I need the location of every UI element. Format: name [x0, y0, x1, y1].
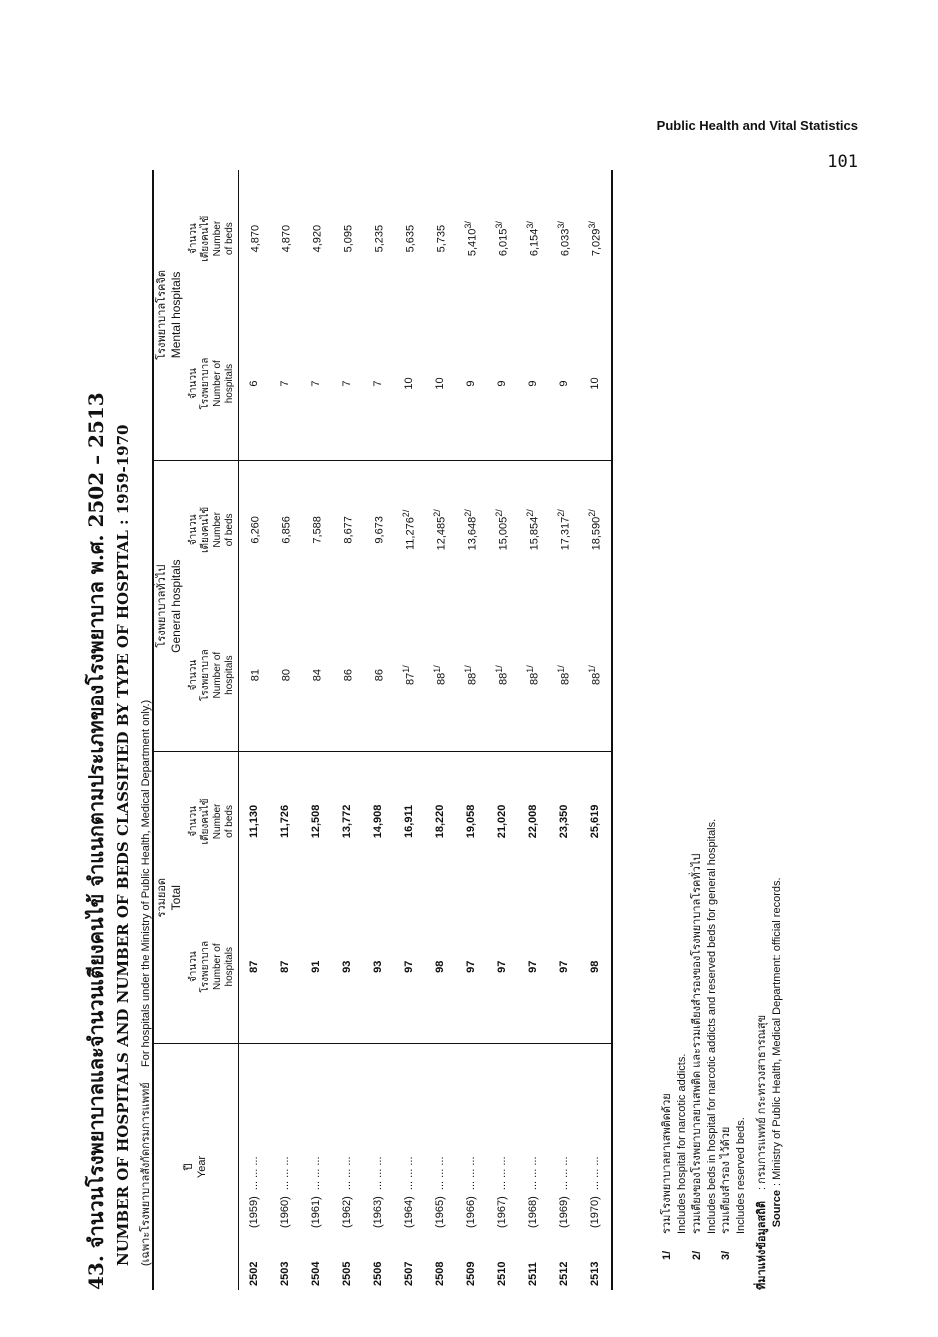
group-total-english: Total [169, 885, 184, 911]
col-label: Number of [211, 360, 223, 407]
col-label: hospitals [223, 946, 235, 987]
col-label: hospitals [223, 363, 235, 404]
source-text-english-value: Ministry of Public Health, Medical Department: official records. [770, 877, 783, 1180]
mental-hospitals-cell: 6 [238, 307, 270, 460]
footnote-1-english: Includes hospital for narcotic addicts. [675, 1053, 688, 1234]
rotated-table-block [80, 170, 870, 1290]
col-general-beds [186, 460, 239, 598]
footnote-ref: 2/ [525, 509, 536, 517]
col-label: Number [211, 803, 223, 840]
year-cell [394, 1044, 425, 1233]
table-title-english: NUMBER OF HOSPITALS AND NUMBER OF BEDS CLASSIFIED BY TYPE OF HOSPITAL : 1959-1970 [114, 424, 132, 1266]
year-value: (1961) [310, 1196, 323, 1228]
table-row [580, 170, 612, 1290]
total-hospitals-cell: 93 [363, 890, 394, 1043]
general-beds-cell [332, 460, 363, 598]
be-year-cell: 2511 [527, 1262, 540, 1286]
group-header-general [153, 460, 186, 752]
mental-hospitals-cell: 9 [456, 307, 487, 460]
table-row [487, 170, 518, 1290]
mental-hospitals-cell: 7 [332, 307, 363, 460]
general-hospitals-cell [518, 599, 549, 752]
col-label: จำนวน [187, 951, 199, 983]
mental-beds-cell [456, 170, 487, 307]
general-hospitals-cell [425, 599, 456, 752]
total-beds-cell: 21,020 [496, 804, 509, 839]
footnote-3-english: Includes reserved beds. [735, 1117, 748, 1234]
mental-beds-cell [332, 170, 363, 307]
total-beds-cell: 11,726 [279, 804, 292, 838]
col-label: โรงพยาบาล [199, 940, 211, 993]
cell-value: 88 [497, 672, 510, 686]
source-thai [755, 180, 770, 1290]
footnote-ref: 1/ [587, 665, 598, 673]
source-text-thai: : กรมการแพทย์ กระทรวงสาธารณสุข [756, 1014, 769, 1190]
footnote-ref: 2/ [494, 509, 505, 517]
col-label: จำนวน [187, 514, 199, 546]
cell-value: 86 [373, 669, 386, 682]
year-value: (1968) [527, 1196, 540, 1228]
year-cell [270, 1044, 301, 1233]
source-text-english: : Ministry of Public Health, Medical Department: official records. [770, 877, 783, 1186]
col-label: เตียงคนไข้ [199, 215, 211, 262]
year-cell [301, 1044, 332, 1233]
cell-value: 88 [466, 672, 479, 686]
general-beds-cell [456, 460, 487, 598]
general-beds-cell [394, 460, 425, 598]
total-hospitals-cell: 93 [332, 890, 363, 1043]
year-cell [238, 1044, 270, 1233]
footnote-2-english: Includes beds in hospital for narcotic addicts and reserved beds for general hospitals. [705, 818, 718, 1234]
total-hospitals-cell: 97 [394, 890, 425, 1043]
cell-value: 88 [528, 672, 541, 686]
general-beds-cell [549, 460, 580, 598]
mental-beds-cell [363, 170, 394, 307]
col-label: โรงพยาบาล [199, 649, 211, 702]
cell-value: 6,856 [280, 516, 293, 544]
mental-beds-cell [238, 170, 270, 307]
year-cell [518, 1044, 549, 1233]
total-hospitals-cell: 98 [425, 890, 456, 1043]
cell-value: 6,033 [559, 228, 572, 257]
footnote-ref: 2/ [587, 509, 598, 517]
mental-beds-cell [518, 170, 549, 307]
cell-value: 11,276 [404, 517, 417, 551]
cell-value: 5,410 [466, 228, 479, 257]
cell-value: 6,015 [497, 228, 510, 257]
cell-value: 81 [249, 669, 262, 682]
footnote-text-thai: รวมเตียงสำรอง ไว้ด้วย [720, 1126, 733, 1234]
total-hospitals-cell: 97 [549, 890, 580, 1043]
cell-value: 4,870 [280, 224, 293, 253]
group-mental-english: Mental hospitals [169, 271, 184, 359]
year-header [153, 1044, 238, 1291]
source-label-english: Source [770, 1190, 783, 1228]
source-english [770, 180, 785, 1290]
be-year-cell: 2503 [279, 1261, 292, 1286]
total-beds-cell: 23,350 [558, 804, 571, 839]
col-label: จำนวน [187, 806, 199, 837]
year-value: (1964) [403, 1196, 416, 1228]
cell-value: 6,154 [528, 228, 541, 257]
general-hospitals-cell [487, 599, 518, 752]
cell-value: 88 [435, 672, 448, 686]
general-hospitals-cell [301, 599, 332, 752]
general-beds-cell [301, 460, 332, 598]
year-value: (1966) [465, 1196, 478, 1228]
footnote-ref: 1/ [401, 665, 412, 673]
cell-value: 13,648 [466, 516, 479, 551]
footnote-ref: 2/ [463, 509, 474, 517]
footnote-text-thai: รวมโรงพยาบาลยาเสพติดด้วย [661, 1093, 673, 1234]
cell-value: 4,870 [249, 224, 262, 253]
general-beds-cell [270, 460, 301, 598]
footnote-ref: 3/ [525, 221, 536, 229]
total-hospitals-cell: 97 [456, 890, 487, 1043]
cell-value: 84 [311, 669, 324, 682]
cell-value: 18,590 [590, 516, 603, 551]
general-hospitals-cell [549, 599, 580, 752]
cell-value: 9,673 [373, 516, 386, 544]
total-beds-cell: 19,058 [465, 804, 478, 839]
leader-dots: ... ... ... [527, 1156, 540, 1191]
col-total-beds [186, 752, 239, 890]
total-beds-cell: 12,508 [310, 804, 323, 839]
footnote-mark: 2/ [690, 1250, 703, 1260]
footnote-ref: 2/ [432, 509, 443, 517]
leader-dots: ... ... ... [372, 1156, 385, 1191]
general-beds-cell [238, 460, 270, 598]
mental-hospitals-cell: 10 [580, 307, 612, 460]
total-hospitals-cell: 91 [301, 890, 332, 1043]
col-label: Number [211, 220, 223, 257]
table-row [363, 170, 394, 1290]
mental-hospitals-cell: 10 [394, 307, 425, 460]
mental-beds-cell [549, 170, 580, 307]
col-label: Number of [211, 651, 223, 699]
mental-beds-cell [301, 170, 332, 307]
footnote-ref: 1/ [463, 665, 474, 673]
mental-hospitals-cell: 9 [487, 307, 518, 460]
total-hospitals-cell: 87 [238, 890, 270, 1043]
footnote-text-thai: รวมเตียงของโรงพยาบาลยาเสพติด และรวมเตียงสำรองของโรงพยาบาลโรคทั่วไป [690, 853, 703, 1234]
be-year-cell: 2510 [496, 1261, 509, 1286]
footnote-ref: 3/ [587, 221, 598, 229]
leader-dots: ... ... ... [589, 1156, 602, 1191]
year-cell [580, 1044, 612, 1233]
cell-value: 80 [280, 669, 293, 682]
footnote-ref: 3/ [494, 221, 505, 229]
footnote-3-thai [719, 180, 734, 1260]
cell-value: 5,635 [404, 224, 417, 253]
col-label: Number of [211, 943, 223, 991]
cell-value: 7,029 [590, 228, 603, 257]
table-row [301, 170, 332, 1290]
general-beds-cell [487, 460, 518, 598]
mental-hospitals-cell: 7 [363, 307, 394, 460]
col-label: โรงพยาบาล [199, 357, 211, 410]
mental-hospitals-cell: 9 [518, 307, 549, 460]
group-header-mental [153, 170, 186, 460]
total-hospitals-cell: 97 [487, 890, 518, 1043]
table-row [425, 170, 456, 1290]
footnote-ref: 1/ [494, 665, 505, 673]
leader-dots: ... ... ... [558, 1156, 571, 1191]
cell-value: 7,588 [311, 516, 324, 544]
col-label: จำนวน [187, 659, 199, 691]
leader-dots: ... ... ... [434, 1156, 447, 1191]
be-year-cell: 2502 [248, 1261, 261, 1286]
col-label: of beds [223, 513, 235, 547]
page-number: 101 [827, 152, 858, 172]
be-year-cell: 2507 [403, 1261, 416, 1286]
table-row [394, 170, 425, 1290]
col-label: of beds [223, 222, 235, 256]
year-value: (1963) [372, 1196, 385, 1228]
col-label: of beds [223, 805, 235, 838]
leader-dots: ... ... ... [279, 1156, 292, 1191]
table-row [332, 170, 363, 1290]
cell-value: 15,854 [528, 516, 541, 551]
cell-value: 15,005 [497, 516, 510, 551]
subtitle-english: For hospitals under the Ministry of Public Health, Medical Department only.) [140, 699, 152, 1068]
total-beds-cell: 22,008 [527, 804, 540, 839]
general-hospitals-cell [580, 599, 612, 752]
total-beds-cell: 25,619 [580, 752, 612, 890]
year-cell [549, 1044, 580, 1233]
year-value: (1962) [341, 1196, 354, 1228]
be-year-cell: 2509 [465, 1261, 478, 1286]
footnote-ref: 3/ [463, 221, 474, 229]
year-header-thai: ปี [182, 1163, 195, 1171]
be-year-cell: 2505 [341, 1261, 354, 1286]
cell-value: 87 [404, 672, 417, 686]
footnotes [660, 180, 785, 1290]
footnote-ref: 2/ [556, 509, 567, 517]
group-header-total [153, 752, 186, 1044]
total-hospitals-cell: 97 [518, 890, 549, 1043]
mental-beds-cell [394, 170, 425, 307]
footnote-ref: 2/ [401, 509, 412, 518]
footnote-1-thai [660, 180, 675, 1260]
total-beds-cell: 14,908 [372, 804, 385, 839]
leader-dots: ... ... ... [341, 1156, 354, 1191]
be-year-cell: 2512 [558, 1261, 571, 1286]
year-value: (1965) [434, 1196, 447, 1228]
general-hospitals-cell [363, 599, 394, 752]
general-beds-cell [425, 460, 456, 598]
be-year-cell: 2506 [372, 1261, 385, 1286]
table-row [456, 170, 487, 1290]
group-mental-thai: โรงพยาบาลโรคจิต [156, 270, 168, 360]
cell-value: 88 [590, 672, 603, 686]
col-label: จำนวน [187, 368, 199, 399]
footnote-ref: 1/ [432, 665, 443, 673]
year-cell [487, 1044, 518, 1233]
cell-value: 5,095 [342, 224, 355, 253]
table-row [549, 170, 580, 1290]
col-general-hospitals [186, 599, 239, 752]
header-row-groups [153, 170, 186, 1290]
leader-dots: ... ... ... [248, 1156, 261, 1191]
cell-value: 8,677 [342, 516, 355, 544]
subtitle-thai: (เฉพาะโรงพยาบาลสังกัดกรมการแพทย์ [140, 1082, 152, 1266]
year-cell [363, 1044, 394, 1233]
general-beds-cell [518, 460, 549, 598]
mental-hospitals-cell: 9 [549, 307, 580, 460]
mental-beds-cell [270, 170, 301, 307]
total-beds-cell: 16,911 [403, 804, 416, 838]
cell-value: 12,485 [435, 516, 448, 551]
year-cell [425, 1044, 456, 1233]
cell-value: 17,317 [559, 516, 572, 551]
general-hospitals-cell [456, 599, 487, 752]
be-year-cell: 2508 [434, 1261, 447, 1286]
col-label: เตียงคนไข้ [199, 798, 211, 845]
source-text-thai-value: กรมการแพทย์ กระทรวงสาธารณสุข [756, 1014, 769, 1184]
mental-beds-cell [487, 170, 518, 307]
general-hospitals-cell [238, 599, 270, 752]
cell-value: 5,735 [435, 224, 448, 253]
col-label: hospitals [223, 655, 235, 695]
year-value: (1959) [248, 1196, 261, 1228]
cell-value: 6,260 [249, 516, 262, 544]
footnote-ref: 1/ [525, 665, 536, 673]
col-mental-hospitals [186, 307, 239, 460]
source-label-thai: ที่มาแห่งข้อมูลสถิติ [756, 1200, 769, 1290]
leader-dots: ... ... ... [465, 1156, 478, 1191]
col-total-hospitals [186, 890, 239, 1043]
total-hospitals-cell: 98 [580, 890, 612, 1043]
table-title-thai: 43. จำนวนโรงพยาบาลและจำนวนเตียงคนไข้ จำแนกตามประเภทของโรงพยาบาล พ.ศ. 2502 – 2513 [84, 392, 108, 1290]
leader-dots: ... ... ... [403, 1156, 416, 1191]
total-beds-cell: 13,772 [341, 804, 354, 839]
footnote-mark: 1/ [661, 1250, 673, 1260]
year-value: (1960) [279, 1196, 292, 1228]
table-row [518, 170, 549, 1290]
year-cell [332, 1044, 363, 1233]
general-hospitals-cell [332, 599, 363, 752]
total-hospitals-cell: 87 [270, 890, 301, 1043]
general-beds-cell [363, 460, 394, 598]
table-title-block [80, 170, 154, 1290]
table-row [270, 170, 301, 1290]
general-beds-cell [580, 460, 612, 598]
cell-value: 88 [559, 672, 572, 686]
col-label: จำนวน [187, 223, 199, 255]
footnote-ref: 1/ [556, 665, 567, 673]
leader-dots: ... ... ... [496, 1156, 509, 1191]
mental-beds-cell [425, 170, 456, 307]
total-beds-cell: 18,220 [434, 804, 447, 839]
table-row [238, 170, 270, 1290]
group-total-thai: รวมยอด [156, 877, 168, 918]
cell-value: 5,235 [373, 224, 386, 253]
hospital-statistics-table [152, 170, 613, 1290]
total-beds-cell: 11,130 [248, 804, 261, 838]
mental-hospitals-cell: 7 [270, 307, 301, 460]
year-header-english: Year [195, 1155, 208, 1179]
footnote-2-thai [690, 180, 705, 1260]
footnote-mark: 3/ [720, 1250, 733, 1260]
be-year-cell: 2504 [310, 1261, 323, 1286]
mental-hospitals-cell: 10 [425, 307, 456, 460]
mental-hospitals-cell: 7 [301, 307, 332, 460]
cell-value: 86 [342, 669, 355, 682]
footnote-ref: 3/ [556, 221, 567, 229]
col-label: Number [211, 512, 223, 548]
general-hospitals-cell [394, 599, 425, 752]
group-general-english: General hospitals [169, 559, 184, 653]
table-body [238, 170, 612, 1290]
year-value: (1970) [589, 1196, 602, 1228]
col-label: เตียงคนไข้ [199, 506, 211, 553]
year-cell [456, 1044, 487, 1233]
year-value: (1969) [558, 1196, 571, 1228]
col-mental-beds [186, 170, 239, 307]
year-value: (1967) [496, 1196, 509, 1228]
cell-value: 4,920 [311, 224, 324, 253]
be-year-cell: 2513 [580, 1232, 612, 1290]
leader-dots: ... ... ... [310, 1156, 323, 1191]
mental-beds-cell [580, 170, 612, 307]
general-hospitals-cell [270, 599, 301, 752]
running-head: Public Health and Vital Statistics [656, 118, 858, 133]
group-general-thai: โรงพยาบาลทั่วไป [156, 564, 168, 648]
